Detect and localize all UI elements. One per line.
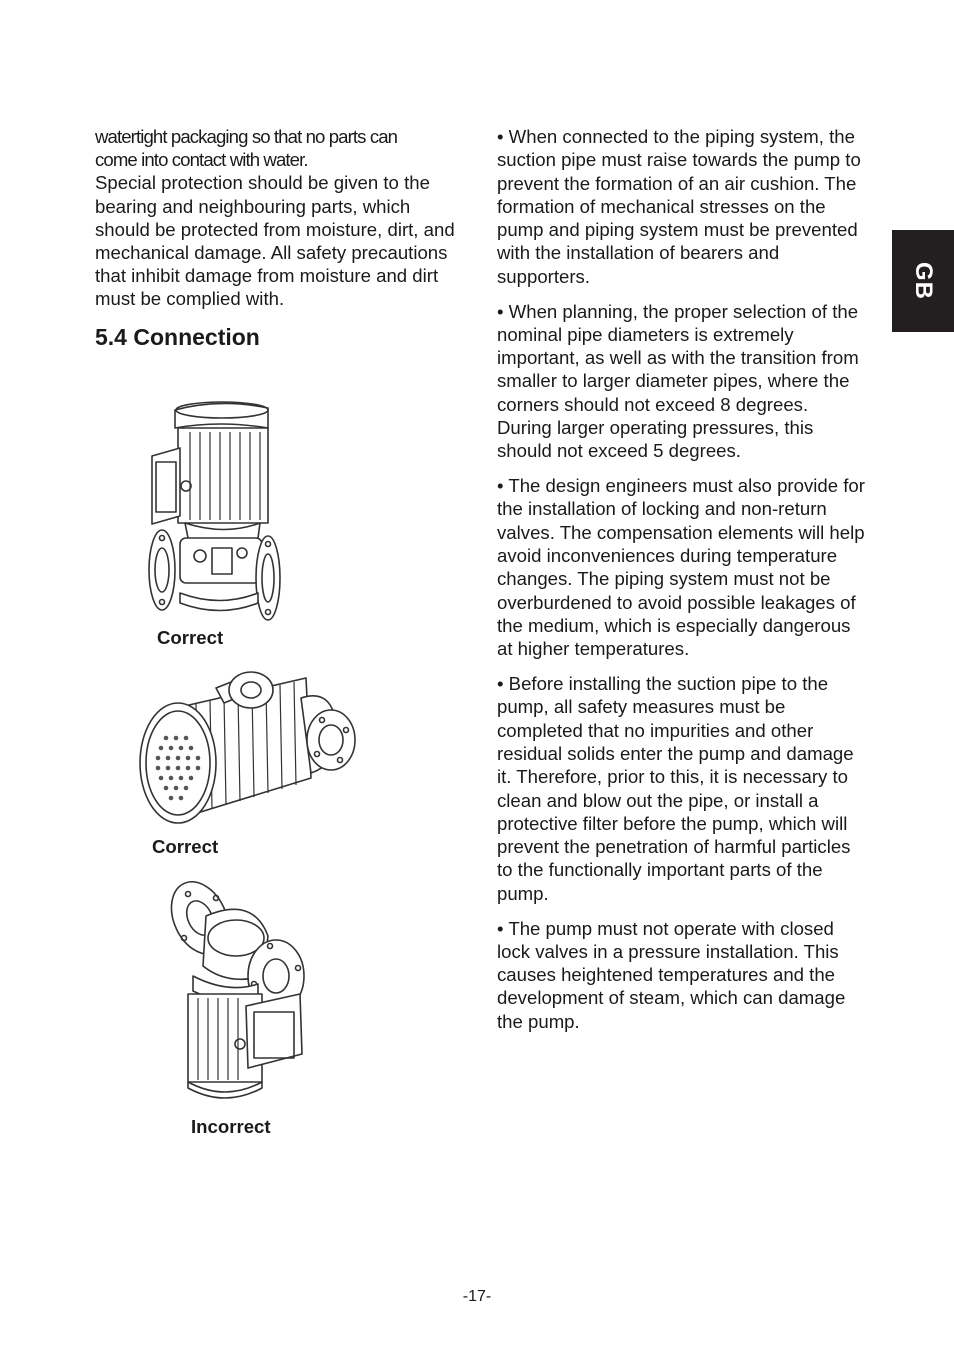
figure-1-caption: Correct bbox=[157, 627, 224, 648]
inverted-pump-icon bbox=[158, 876, 313, 1102]
intro-line-1: watertight packaging so that no parts can bbox=[95, 126, 398, 147]
bullet-valves: • The design engineers must also provide for the installation of locking and non-return valves. The compensation elements will help avoid inconveniences during temperature changes. The piping system must not be overburdened to avoid possible leakages of the medium, which is especially dangerous at higher temperatures. bbox=[497, 475, 865, 660]
page-number: -17- bbox=[462, 1288, 492, 1305]
intro-line-2: come into contact with water. bbox=[95, 149, 308, 171]
left-column bbox=[95, 125, 460, 351]
bullet-pipe-diameters: • When planning, the proper selection of the nominal pipe diameters is extremely important, as well as with the transition from smaller to larger diameter pipes, where the corners should not exceed 8 degrees. During larger operating pressures, this should not exceed 5 degrees. bbox=[497, 300, 859, 462]
horizontal-pump-icon bbox=[136, 668, 360, 828]
bullet-impurities: • Before installing the suction pipe to the pump, all safety measures must be completed that no impurities and other residual solids enter the pump and damage it. Therefore, prior to this, it is necessary to clean and blow out the pipe, or install a protective filter before the pump, which will prevent the penetration of harmful particles to the functionally important parts of the pump. bbox=[497, 673, 854, 904]
bullet-suction-pipe: • When connected to the piping system, the suction pipe must raise towards the pump to prevent the formation of an air cushion. The formation of mechanical stresses on the pump and piping system must be prevented with the installation of bearers and supporters. bbox=[497, 126, 861, 287]
figure-3-caption: Incorrect bbox=[191, 1116, 271, 1137]
figure-2-caption: Correct bbox=[152, 836, 219, 857]
protection-paragraph: Special protection should be given to the bearing and neighbouring parts, which should be protected from moisture, dirt, and mechanical damage. All safety precautions that inhibit damage from moisture and dirt must be complied with. bbox=[95, 172, 455, 310]
section-heading: 5.4 Connection bbox=[95, 323, 260, 350]
right-column bbox=[497, 125, 867, 1044]
vertical-inline-pump-icon bbox=[140, 398, 285, 626]
language-tab-label: GB bbox=[910, 262, 937, 300]
language-tab bbox=[892, 230, 954, 332]
bullet-closed-valves: • The pump must not operate with closed lock valves in a pressure installation. This causes heightened temperatures and the development of steam, which can damage the pump. bbox=[497, 917, 846, 1032]
